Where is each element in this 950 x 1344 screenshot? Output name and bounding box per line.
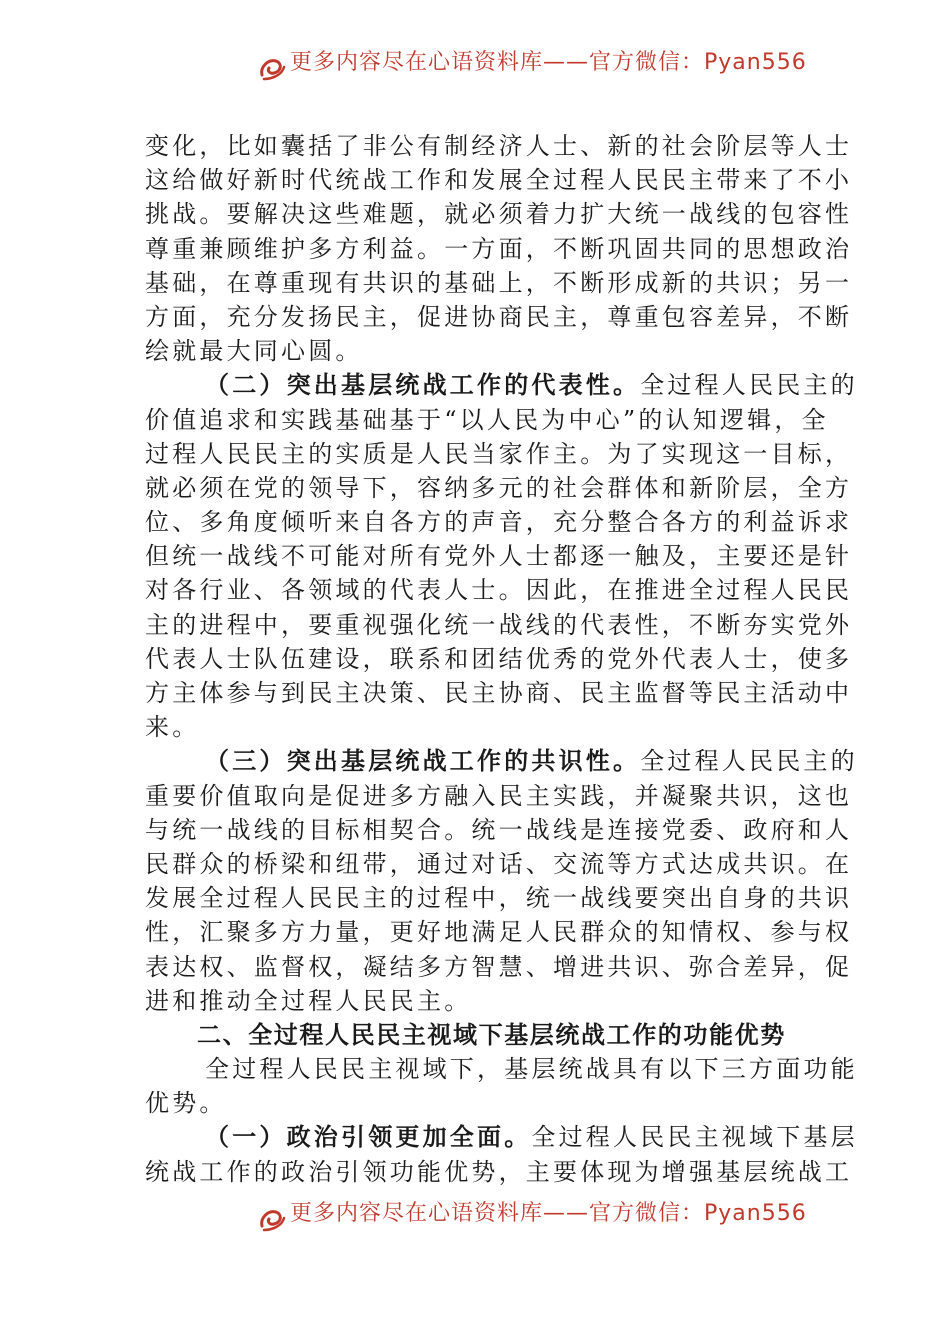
text-line: 优势。	[145, 1089, 227, 1118]
paragraph	[145, 368, 858, 744]
text-line: 价值追求和实践基础基于“以人民为中心”的认知逻辑，全	[145, 405, 829, 434]
text-line: 方面，充分发扬民主，促进协商民主，尊重包容差异，不断	[145, 302, 853, 331]
document-body	[145, 129, 858, 1189]
text-line	[145, 368, 858, 402]
text-line: 民群众的桥梁和纽带，通过对话、交流等方式达成共识。在	[145, 849, 853, 878]
brand-logo-icon	[258, 55, 286, 81]
text-line: 来。	[145, 713, 200, 742]
text-line: 基础，在尊重现有共识的基础上，不断形成新的共识；另一	[145, 268, 853, 297]
text-line: 这给做好新时代统战工作和发展全过程人民民主带来了不小	[145, 166, 853, 195]
text-line: 代表人士队伍建设，联系和团结优秀的党外代表人士，使多	[145, 644, 853, 673]
section-lead: （三）突出基层统战工作的共识性。	[205, 746, 641, 776]
section-lead: （一）政治引领更加全面。	[205, 1122, 532, 1152]
paragraph	[145, 744, 858, 1018]
text-line: 尊重兼顾维护多方利益。一方面，不断巩固共同的思想政治	[145, 234, 853, 263]
text-line: 统战工作的政治引领功能优势，主要体现为增强基层统战工	[145, 1157, 853, 1186]
text-line: 绘就最大同心圆。	[145, 337, 363, 366]
text-line: 性，汇聚多方力量，更好地满足人民群众的知情权、参与权	[145, 918, 853, 947]
watermark-text: 更多内容尽在心语资料库——官方微信：Pyan556	[290, 50, 807, 75]
paragraph	[145, 1052, 858, 1120]
text-line: 重要价值取向是促进多方融入民主实践，并凝聚共识，这也	[145, 781, 853, 810]
text-line: 但统一战线不可能对所有党外人士都逐一触及，主要还是针	[145, 542, 853, 571]
text-line: 表达权、监督权，凝结多方智慧、增进共识、弥合差异，促	[145, 952, 853, 981]
text-line: 发展全过程人民民主的过程中，统一战线要突出自身的共识	[145, 884, 853, 913]
text-run: 全过程人民民主的	[640, 371, 858, 400]
text-line: 与统一战线的目标相契合。统一战线是连接党委、政府和人	[145, 815, 853, 844]
text-run: 全过程人民民主的	[640, 747, 858, 776]
text-line: 就必须在党的领导下，容纳多元的社会群体和新阶层，全方	[145, 473, 853, 502]
paragraph	[145, 129, 853, 368]
paragraph	[145, 1120, 858, 1188]
section-lead: （二）突出基层统战工作的代表性。	[205, 370, 641, 400]
section-heading: 二、全过程人民民主视域下基层统战工作的功能优势	[197, 1020, 786, 1049]
text-line	[145, 1120, 858, 1154]
text-line: 对各行业、各领域的代表人士。因此，在推进全过程人民民	[145, 576, 853, 605]
footer-watermark	[258, 1201, 807, 1232]
text-line: 位、多角度倾听来自各方的声音，充分整合各方的利益诉求	[145, 508, 853, 537]
text-line	[145, 744, 858, 778]
text-line: 过程人民民主的实质是人民当家作主。为了实现这一目标，	[145, 439, 853, 468]
text-line: 进和推动全过程人民民主。	[145, 986, 472, 1015]
text-run: 全过程人民民主视域下基层	[531, 1123, 858, 1152]
watermark-text: 更多内容尽在心语资料库——官方微信：Pyan556	[290, 1201, 807, 1226]
header-watermark	[258, 50, 807, 81]
brand-logo-icon	[258, 1206, 286, 1232]
text-line: 全过程人民民主视域下，基层统战具有以下三方面功能	[205, 1055, 858, 1084]
text-line: 主的进程中，要重视强化统一战线的代表性，不断夯实党外	[145, 610, 853, 639]
text-line: 挑战。要解决这些难题，就必须着力扩大统一战线的包容性	[145, 200, 853, 229]
text-line: 方主体参与到民主决策、民主协商、民主监督等民主活动中	[145, 679, 853, 707]
text-line: 变化，比如囊括了非公有制经济人士、新的社会阶层等人士	[145, 132, 853, 160]
